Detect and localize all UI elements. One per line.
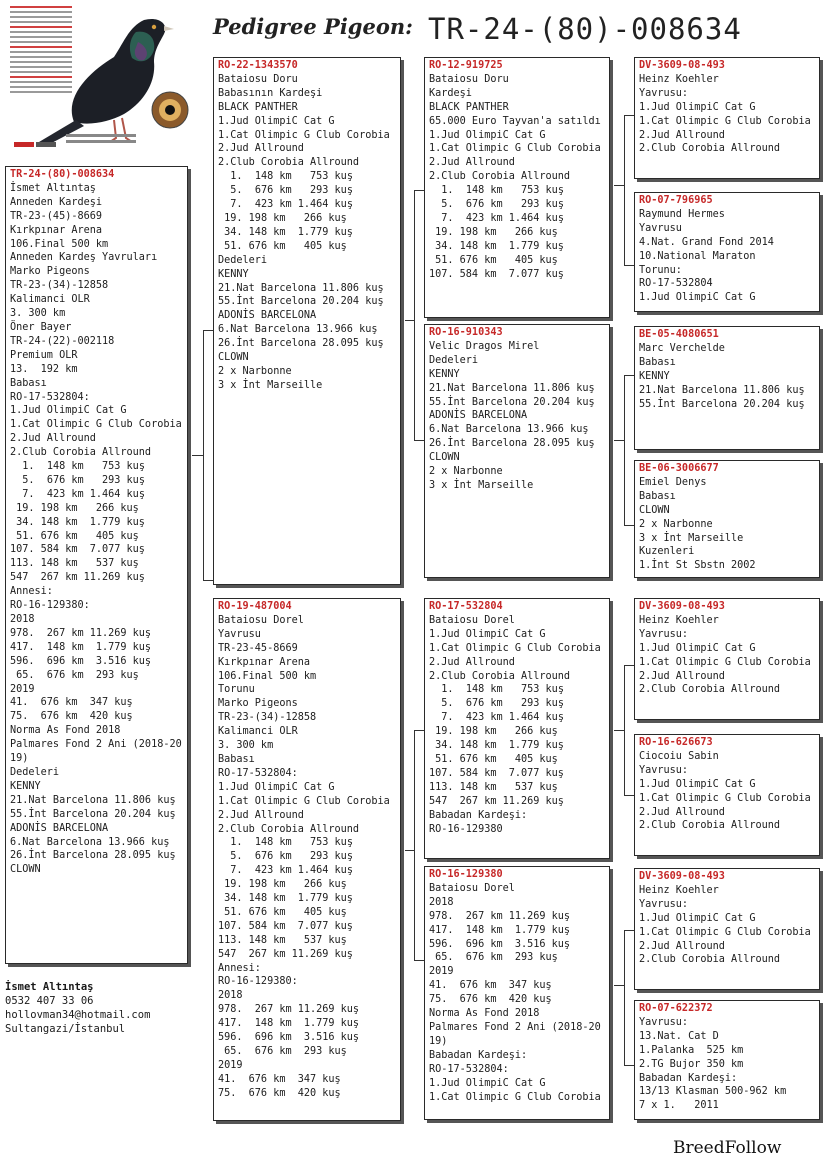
pigeon-info-line: 19. 198 km 266 kuş — [429, 726, 558, 738]
pigeon-info-line: 19. 198 km 266 kuş — [429, 226, 558, 238]
pigeon-info-line: 2.Jud Allround — [10, 433, 96, 445]
pigeon-info-line: Raymund Hermes — [639, 208, 725, 220]
pigeon-info-line: 2.Club Corobia Allround — [639, 820, 781, 832]
pigeon-info-line: 41. 676 km 347 kuş — [10, 697, 133, 709]
pigeon-info-line: 7. 423 km 1.464 kuş — [429, 712, 564, 724]
pigeon-info-line: 75. 676 km 420 kuş — [10, 711, 133, 723]
pigeon-info-line: 1. 148 km 753 kuş — [429, 185, 564, 197]
pigeon-info-line: 1.Jud OlimpiC Cat G — [218, 781, 335, 793]
pigeon-info-line: Yavrusu — [218, 628, 261, 640]
connector — [203, 580, 213, 581]
pigeon-info-line: 75. 676 km 420 kuş — [429, 994, 552, 1006]
pigeon-card-main — [5, 166, 188, 964]
pigeon-info-line: 21.Nat Barcelona 11.806 kuş — [10, 794, 176, 806]
pigeon-info-line: 2019 — [10, 683, 35, 695]
connector — [414, 730, 424, 731]
pigeon-info-line: Palmares Fond 2 Ani (2018-2019) — [429, 1021, 601, 1047]
owner-email: hollovman34@hotmail.com — [5, 1009, 151, 1021]
pigeon-info-line: 13/13 Klasman 500-962 km — [639, 1086, 787, 1098]
pigeon-info-line: Yavrusu: — [639, 764, 689, 776]
pigeon-info-line: 55.İnt Barcelona 20.204 kuş — [639, 398, 805, 410]
pigeon-info-line: Bataiosu Doru — [218, 73, 298, 85]
pigeon-info-line: RO-16-129380: — [10, 600, 90, 612]
pigeon-info-line: Babası — [639, 356, 676, 368]
connector — [624, 930, 625, 1065]
pigeon-info-line: 107. 584 km 7.077 kuş — [429, 767, 564, 779]
pigeon-info-line: 978. 267 km 11.269 kuş — [218, 1004, 360, 1016]
pigeon-info-line: 1. 148 km 753 kuş — [218, 171, 353, 183]
connector — [624, 115, 625, 265]
pigeon-info-line: 113. 148 km 537 kuş — [218, 934, 347, 946]
pigeon-info-line: 417. 148 km 1.779 kuş — [218, 1018, 360, 1030]
ring-number: RO-07-622372 — [639, 1003, 713, 1014]
pigeon-info-line: 2.Club Corobia Allround — [639, 684, 781, 696]
pigeon-info-line: 26.İnt Barcelona 28.095 kuş — [10, 850, 176, 862]
pigeon-info-line: Bataiosu Dorel — [218, 614, 304, 626]
connector — [624, 115, 634, 116]
pigeon-info-line: 65. 676 km 293 kuş — [10, 669, 139, 681]
pigeon-info-line: KENNY — [429, 368, 460, 380]
ring-number: BE-06-3006677 — [639, 463, 719, 474]
connector — [203, 330, 213, 331]
pigeon-card-dam-dam — [424, 866, 610, 1120]
pigeon-info-line: Marko Pigeons — [218, 698, 298, 710]
pigeon-info-line: 547 267 km 11.269 kuş — [429, 795, 564, 807]
pigeon-info-line: 19. 198 km 266 kuş — [10, 502, 139, 514]
pigeon-info-line: Yavrusu: — [639, 628, 689, 640]
connector — [614, 985, 625, 986]
pigeon-info-line: 2.Club Corobia Allround — [429, 670, 571, 682]
pigeon-info-line: 596. 696 km 3.516 kuş — [10, 655, 152, 667]
pigeon-info-line: 6.Nat Barcelona 13.966 kuş — [429, 424, 589, 436]
pigeon-info-line: CLOWN — [218, 352, 249, 364]
pigeon-info-line: KENNY — [10, 780, 41, 792]
pigeon-card-sire-sire-dam — [634, 192, 820, 312]
owner-phone: 0532 407 33 06 — [5, 995, 94, 1007]
pigeon-info-line: RO-17-532804: — [218, 767, 298, 779]
pigeon-info-line: 2.Jud Allround — [218, 809, 304, 821]
pigeon-info-line: Annesi: — [10, 586, 53, 598]
pigeon-card-dam-sire-sire — [634, 598, 820, 720]
pigeon-info-line: 4.Nat. Grand Fond 2014 — [639, 236, 774, 248]
pigeon-info-line: Babası — [218, 753, 255, 765]
pigeon-info-line: Norma As Fond 2018 — [10, 725, 121, 737]
pigeon-info-line: 1.Cat Olimpic G Club Corobia — [639, 792, 811, 804]
pigeon-info-line: 1.Cat Olimpic G Club Corobia — [218, 795, 390, 807]
pigeon-info-line: Bataiosu Dorel — [429, 614, 515, 626]
pigeon-info-line: 1.Cat Olimpic G Club Corobia — [639, 926, 811, 938]
pigeon-info-line: 2.Jud Allround — [639, 670, 725, 682]
ring-number: RO-16-626673 — [639, 737, 713, 748]
pigeon-info-line: Bataiosu Dorel — [429, 882, 515, 894]
connector — [414, 190, 424, 191]
connector — [614, 185, 625, 186]
pigeon-info-line: 1.Jud OlimpiC Cat G — [429, 628, 546, 640]
pigeon-info-line: 10.National Maraton — [639, 250, 756, 262]
connector — [414, 440, 424, 441]
pigeon-info-line: 75. 676 km 420 kuş — [218, 1087, 341, 1099]
pigeon-info-line: 113. 148 km 537 kuş — [10, 558, 139, 570]
pigeon-info-line: 13. 192 km — [10, 363, 78, 375]
pigeon-info-line: KENNY — [639, 370, 670, 382]
pigeon-info-line: 51. 676 km 405 kuş — [10, 530, 139, 542]
pigeon-info-line: 2.Jud Allround — [429, 157, 515, 169]
pigeon-info-line: 1.Cat Olimpic G Club Corobia — [10, 419, 182, 431]
pigeon-info-line: 978. 267 km 11.269 kuş — [429, 910, 571, 922]
owner-name: İsmet Altıntaş — [5, 981, 94, 993]
ring-number: RO-17-532804 — [429, 601, 503, 612]
pigeon-info-line: 51. 676 km 405 kuş — [218, 906, 347, 918]
pigeon-info-line: 65. 676 km 293 kuş — [218, 1046, 347, 1057]
ring-number: RO-16-910343 — [429, 327, 503, 338]
connector — [624, 1065, 634, 1066]
main-ring-number: TR-24-(80)-008634 — [428, 12, 742, 46]
pigeon-info-line: Kardeşi — [429, 87, 472, 99]
pigeon-info-line: 1.Jud OlimpiC Cat G — [639, 292, 756, 304]
pigeon-info-line: ADONİS BARCELONA — [218, 310, 317, 322]
pigeon-info-line: 106.Final 500 km — [218, 670, 317, 682]
pigeon-info-line: Öner Bayer — [10, 321, 72, 333]
pigeon-card-dam-sire — [424, 598, 610, 859]
pigeon-info-line: TR-23-(34)-12858 — [10, 280, 109, 292]
pigeon-info-line: Babasının Kardeşi — [218, 87, 323, 99]
pigeon-info-line: 3 x İnt Marseille — [639, 532, 744, 544]
pigeon-info-line: Ciocoiu Sabin — [639, 750, 719, 762]
connector — [414, 730, 415, 960]
pigeon-info-line: 1. 148 km 753 kuş — [429, 684, 564, 696]
connector — [414, 190, 415, 320]
pigeon-info-line: 547 267 km 11.269 kuş — [10, 572, 145, 584]
connector — [624, 375, 634, 376]
pigeon-info-line: 3. 300 km — [10, 308, 66, 320]
pigeon-info-line: 2.Jud Allround — [639, 806, 725, 818]
pigeon-info-line: TR-24-(22)-002118 — [10, 335, 115, 347]
owner-contact — [5, 980, 150, 1036]
pigeon-info-line: 34. 148 km 1.779 kuş — [218, 893, 353, 905]
pigeon-info-line: 1.Jud OlimpiC Cat G — [639, 778, 756, 790]
pigeon-info-line: Premium OLR — [10, 349, 78, 361]
pigeon-info-line: 34. 148 km 1.779 kuş — [10, 516, 145, 528]
pigeon-info-line: 547 267 km 11.269 kuş — [218, 948, 353, 960]
pigeon-info-line: 55.İnt Barcelona 20.204 kuş — [429, 396, 595, 408]
pigeon-info-line: 2.Club Corobia Allround — [218, 157, 360, 169]
pigeon-info-line: 113. 148 km 537 kuş — [429, 781, 558, 793]
pigeon-info-line: 596. 696 km 3.516 kuş — [218, 1032, 360, 1044]
pigeon-info-line: 2.Club Corobia Allround — [429, 171, 571, 183]
connector — [624, 795, 634, 796]
pigeon-info-line: Kuzenleri — [639, 546, 695, 558]
logo-area — [4, 2, 200, 154]
pigeon-info-line: 2.Jud Allround — [429, 656, 515, 668]
pigeon-info-line: 5. 676 km 293 kuş — [429, 698, 564, 710]
pigeon-info-line: TR-23-(34)-12858 — [218, 712, 317, 724]
pigeon-info-line: 34. 148 km 1.779 kuş — [218, 226, 353, 238]
ring-number: TR-24-(80)-008634 — [10, 169, 115, 180]
pigeon-info-line: 107. 584 km 7.077 kuş — [429, 268, 564, 280]
ring-number: RO-22-1343570 — [218, 60, 298, 71]
pigeon-info-line: 1.Cat Olimpic G Club Corobia — [429, 1091, 601, 1103]
pigeon-info-line: Yavrusu: — [639, 898, 689, 910]
pigeon-info-line: 34. 148 km 1.779 kuş — [429, 240, 564, 252]
pigeon-info-line: Yavrusu: — [639, 1016, 689, 1028]
pigeon-info-line: BLACK PANTHER — [429, 101, 509, 113]
pigeon-info-line: TR-23-45-8669 — [218, 642, 298, 654]
pigeon-info-line: Emiel Denys — [639, 476, 707, 488]
pigeon-info-line: 1.Jud OlimpiC Cat G — [639, 642, 756, 654]
pigeon-card-dam-dam-dam — [634, 1000, 820, 1120]
pigeon-info-line: Dedeleri — [218, 254, 268, 266]
pigeon-info-line: 51. 676 km 405 kuş — [429, 254, 558, 266]
pigeon-info-line: Torunu — [218, 684, 255, 696]
pigeon-info-line: 65. 676 km 293 kuş — [429, 952, 558, 964]
pigeon-info-line: 21.Nat Barcelona 11.806 kuş — [218, 282, 384, 294]
pigeon-info-line: 1.Cat Olimpic G Club Corobia — [429, 143, 601, 155]
connector — [614, 730, 625, 731]
pigeon-info-line: 106.Final 500 km — [10, 238, 109, 250]
ring-number: DV-3609-08-493 — [639, 601, 725, 612]
pigeon-info-line: Bataiosu Doru — [429, 73, 509, 85]
pigeon-info-line: 2019 — [429, 966, 454, 978]
pigeon-info-line: 107. 584 km 7.077 kuş — [218, 920, 353, 932]
pigeon-info-line: 1.Jud OlimpiC Cat G — [429, 129, 546, 141]
pigeon-info-line: 3. 300 km — [218, 740, 274, 752]
ring-number: RO-16-129380 — [429, 869, 503, 880]
pigeon-info-line: Norma As Fond 2018 — [429, 1008, 540, 1020]
pigeon-info-line: Velic Dragos Mirel — [429, 340, 540, 352]
pigeon-info-line: 1.Jud OlimpiC Cat G — [10, 405, 127, 417]
pigeon-info-line: 41. 676 km 347 kuş — [218, 1073, 341, 1085]
page-title: Pedigree Pigeon: — [213, 14, 413, 39]
pigeon-info-line: 51. 676 km 405 kuş — [218, 240, 347, 252]
pigeon-info-line: 1. 148 km 753 kuş — [10, 461, 145, 473]
connector — [624, 525, 634, 526]
pigeon-info-line: CLOWN — [429, 452, 460, 464]
pigeon-info-line: 5. 676 km 293 kuş — [218, 185, 353, 197]
pigeon-info-line: RO-17-532804: — [429, 1063, 509, 1075]
pigeon-info-line: CLOWN — [10, 864, 41, 876]
pigeon-info-line: Kalimanci OLR — [10, 294, 90, 306]
pigeon-info-line: 2018 — [429, 896, 454, 908]
pigeon-info-line: Babadan Kardeşi: — [639, 1072, 738, 1084]
connector — [405, 850, 415, 851]
pigeon-info-line: Anneden Kardeş Yavruları — [10, 252, 158, 264]
pigeon-info-line: 1. 148 km 753 kuş — [218, 837, 353, 849]
pigeon-info-line: Babası — [639, 490, 676, 502]
pigeon-info-line: Annesi: — [218, 962, 261, 974]
ring-number: RO-19-487004 — [218, 601, 292, 612]
pigeon-card-dam-dam-sire — [634, 868, 820, 990]
pigeon-info-line: 2 x Narbonne — [639, 518, 713, 530]
pigeon-info-line: 3 x İnt Marseille — [218, 379, 323, 391]
pigeon-info-line: 2 x Narbonne — [429, 466, 503, 478]
pigeon-info-line: RO-17-532804: — [10, 391, 90, 403]
pigeon-info-line: 41. 676 km 347 kuş — [429, 980, 552, 992]
pigeon-info-line: 7. 423 km 1.464 kuş — [218, 199, 353, 211]
connector — [414, 320, 415, 440]
pigeon-info-line: 1.Palanka 525 km — [639, 1044, 744, 1056]
pigeon-info-line: 7. 423 km 1.464 kuş — [10, 488, 145, 500]
connector — [624, 265, 634, 266]
pigeon-info-line: 1.İnt St Sbstn 2002 — [639, 560, 756, 572]
pigeon-info-line: 107. 584 km 7.077 kuş — [10, 544, 145, 556]
pigeon-info-line: 2018 — [218, 990, 243, 1002]
ring-number: RO-12-919725 — [429, 60, 503, 71]
pigeon-info-line: 2.TG Bujor 350 km — [639, 1058, 744, 1070]
pigeon-info-line: 51. 676 km 405 kuş — [429, 753, 558, 765]
pigeon-info-line: 1.Cat Olimpic G Club Corobia — [429, 642, 601, 654]
pigeon-info-line: 7. 423 km 1.464 kuş — [218, 865, 353, 877]
pigeon-info-line: Marko Pigeons — [10, 266, 90, 278]
pigeon-info-line: 2.Club Corobia Allround — [10, 447, 152, 459]
pigeon-info-line: 1.Cat Olimpic G Club Corobia — [639, 115, 811, 127]
pigeon-info-line: İsmet Altıntaş — [10, 182, 96, 194]
pigeon-info-line: 21.Nat Barcelona 11.806 kuş — [639, 384, 805, 396]
pigeon-info-line: 5. 676 km 293 kuş — [429, 199, 564, 211]
pigeon-info-line: 1.Jud OlimpiC Cat G — [639, 101, 756, 113]
pigeon-info-line: 2.Jud Allround — [639, 940, 725, 952]
ring-number: DV-3609-08-493 — [639, 60, 725, 71]
pigeon-info-line: Dedeleri — [429, 354, 479, 366]
pigeon-info-line: ADONİS BARCELONA — [429, 410, 528, 422]
pigeon-card-sire-dam-dam — [634, 460, 820, 578]
pigeon-info-line: 2018 — [10, 614, 35, 625]
pigeon-info-line: 7. 423 km 1.464 kuş — [429, 212, 564, 224]
pigeon-info-line: 55.İnt Barcelona 20.204 kuş — [218, 296, 384, 308]
pigeon-info-line: 2.Club Corobia Allround — [218, 823, 360, 835]
pigeon-info-line: CLOWN — [639, 504, 670, 516]
ring-number: DV-3609-08-493 — [639, 871, 725, 882]
pigeon-info-line: 2019 — [218, 1059, 243, 1071]
pigeon-info-line: 2.Jud Allround — [218, 143, 304, 155]
pigeon-info-line: 417. 148 km 1.779 kuş — [429, 924, 571, 936]
pigeon-info-line: KENNY — [218, 268, 249, 280]
pigeon-info-line: 417. 148 km 1.779 kuş — [10, 641, 152, 653]
pigeon-info-line: RO-17-532804 — [639, 278, 713, 290]
pigeon-info-line: 13.Nat. Cat D — [639, 1030, 719, 1042]
pigeon-info-line: Babadan Kardeşi: — [429, 1049, 528, 1061]
connector — [624, 375, 625, 525]
brand-name: BreedFollow — [673, 1138, 782, 1158]
pigeon-info-line: Kırkpınar Arena — [10, 224, 103, 236]
connector — [624, 930, 634, 931]
pigeon-info-line: 596. 696 km 3.516 kuş — [429, 938, 571, 950]
pigeon-card-dam-sire-dam — [634, 734, 820, 856]
pigeon-info-line: 1.Cat Olimpic G Club Corobia — [218, 129, 390, 141]
pigeon-info-line: RO-16-129380: — [218, 976, 298, 988]
pigeon-info-line: 34. 148 km 1.779 kuş — [429, 740, 564, 752]
connector — [624, 665, 634, 666]
ring-number: RO-07-796965 — [639, 195, 713, 206]
pigeon-info-line: 7 x 1. 2011 — [639, 1100, 719, 1112]
pigeon-info-line: 2.Club Corobia Allround — [639, 954, 781, 966]
pigeon-info-line: RO-16-129380 — [429, 823, 503, 835]
pigeon-info-line: Babası — [10, 377, 47, 389]
pigeon-info-line: 5. 676 km 293 kuş — [10, 474, 145, 486]
pigeon-info-line: Heinz Koehler — [639, 73, 719, 85]
pigeon-info-line: 21.Nat Barcelona 11.806 kuş — [429, 382, 595, 394]
pigeon-info-line: 1.Jud OlimpiC Cat G — [218, 115, 335, 127]
pigeon-info-line: 19. 198 km 266 kuş — [218, 212, 347, 224]
pigeon-card-sire-sire — [424, 57, 610, 318]
pigeon-info-line: 5. 676 km 293 kuş — [218, 851, 353, 863]
pigeon-info-line: 1.Jud OlimpiC Cat G — [429, 1077, 546, 1089]
pigeon-info-line: 26.İnt Barcelona 28.095 kuş — [429, 438, 595, 450]
pigeon-info-line: 6.Nat Barcelona 13.966 kuş — [10, 836, 170, 848]
pigeon-info-line: 1.Cat Olimpic G Club Corobia — [639, 656, 811, 668]
pigeon-info-line: 1.Jud OlimpiC Cat G — [639, 912, 756, 924]
pigeon-card-sire-sire-sire — [634, 57, 820, 179]
pigeon-info-line: 19. 198 km 266 kuş — [218, 879, 347, 891]
connector — [614, 440, 625, 441]
owner-city: Sultangazi/İstanbul — [5, 1023, 126, 1035]
pigeon-info-line: Babadan Kardeşi: — [429, 809, 528, 821]
pigeon-info-line: Anneden Kardeşi — [10, 196, 103, 208]
pigeon-card-sire-dam-sire — [634, 326, 820, 450]
pigeon-info-line: 3 x İnt Marseille — [429, 479, 534, 491]
pigeon-card-sire-dam — [424, 324, 610, 578]
pigeon-info-line: 6.Nat Barcelona 13.966 kuş — [218, 324, 378, 336]
pigeon-info-line: Torunu: — [639, 264, 682, 276]
pigeon-info-line: 2 x Narbonne — [218, 365, 292, 377]
pigeon-info-line: 978. 267 km 11.269 kuş — [10, 627, 152, 639]
pigeon-info-line: TR-23-(45)-8669 — [10, 210, 103, 222]
pigeon-info-line: Marc Verchelde — [639, 342, 725, 354]
pigeon-info-line: Kırkpınar Arena — [218, 656, 311, 668]
pigeon-info-line: Palmares Fond 2 Ani (2018-2019) — [10, 739, 182, 765]
ring-number: BE-05-4080651 — [639, 329, 719, 340]
pigeon-info-line: 26.İnt Barcelona 28.095 kuş — [218, 338, 384, 350]
pigeon-info-line: 55.İnt Barcelona 20.204 kuş — [10, 808, 176, 820]
pigeon-info-line: Dedeleri — [10, 766, 60, 778]
pigeon-info-line: 65.000 Euro Tayvan'a satıldı — [429, 115, 601, 127]
pigeon-icon — [4, 2, 200, 154]
connector — [414, 960, 424, 961]
pigeon-card-dam — [213, 598, 401, 1121]
pigeon-info-line: Heinz Koehler — [639, 614, 719, 626]
connector — [192, 455, 204, 456]
pigeon-info-line: ADONİS BARCELONA — [10, 822, 109, 834]
pigeon-info-line: Yavrusu — [639, 222, 682, 234]
pigeon-info-line: BLACK PANTHER — [218, 101, 298, 113]
pigeon-info-line: 2.Jud Allround — [639, 129, 725, 141]
pigeon-info-line: Yavrusu: — [639, 87, 689, 99]
pigeon-info-line: Kalimanci OLR — [218, 726, 298, 738]
pigeon-card-sire — [213, 57, 401, 585]
pigeon-info-line: Heinz Koehler — [639, 884, 719, 896]
pigeon-info-line: 2.Club Corobia Allround — [639, 143, 781, 155]
